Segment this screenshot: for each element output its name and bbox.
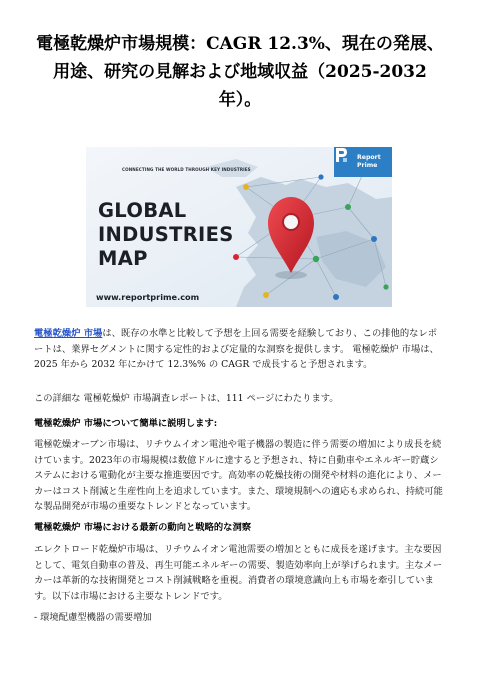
intro-text: は、既存の水準と比較して予想を上回る需要を経験しており、この排他的なレポートは、業界セグメントに関する定性的および定量的な洞察を提供します。 電極乾燥炉 市場は、2025 年から 2032 年にかけて 12.3%% の CAGR で成長すると予想されます。: [34, 328, 439, 371]
page-title: 電極乾燥炉市場規模：CAGR 12.3%、現在の発展、用途、研究の見解および地域収益（2025-2032年）。: [36, 34, 444, 110]
banner-headline-line: MAP: [98, 247, 148, 270]
report-prime-logo: [334, 147, 392, 177]
banner-headline: [98, 199, 258, 271]
section-body-overview: 電極乾燥オーブン市場は、リチウムイオン電池や電子機器の製造に伴う需要の増加により成長を続けています。2023年の市場規模は数億ドルに達すると予想され、特に自動車やエネルギー貯蔵システムにおける電動化が主要な推進要因です。高効率の乾燥技術の開発や材料の進化により、メーカーはコスト削減と生産性向上を追求しています。また、環境規制への適応も求められ、持続可能な製品開発が市場の重要なトレンドとなっています。: [34, 439, 443, 513]
report-pages-text: この詳細な 電極乾燥炉 市場調査レポートは、111 ページにわたります。: [34, 393, 339, 404]
section-heading-overview: 電極乾燥炉 市場について簡単に説明します:: [34, 418, 218, 429]
banner-image: [86, 147, 392, 307]
section-heading-trends: 電極乾燥炉 市場における最新の動向と戦略的な洞察: [34, 522, 252, 533]
banner-url: www.reportprime.com: [96, 292, 200, 302]
trend-bullet-item: - 環境配慮型機器の需要増加: [34, 612, 152, 623]
market-link[interactable]: 電極乾燥炉 市場: [34, 328, 103, 339]
banner-headline-line: GLOBAL: [98, 199, 187, 222]
report-prime-logo-icon: [334, 147, 348, 163]
report-prime-logo-text: Report Prime: [357, 154, 381, 169]
banner-tagline: CONNECTING THE WORLD THROUGH KEY INDUSTRIES: [122, 168, 251, 173]
banner-headline-line: INDUSTRIES: [98, 223, 234, 246]
intro-paragraph: [34, 326, 446, 373]
section-body-trends: エレクトロード乾燥炉市場は、リチウムイオン電池需要の増加とともに成長を遂げます。主な要因として、電気自動車の普及、再生可能エネルギーの需要、製造効率向上が挙げられます。主なメーカーは革新的な技術開発とコスト削減戦略を重視。消費者の環境意識向上も市場を牽引しています。以下は市場における主要なトレンドです。: [34, 544, 443, 602]
